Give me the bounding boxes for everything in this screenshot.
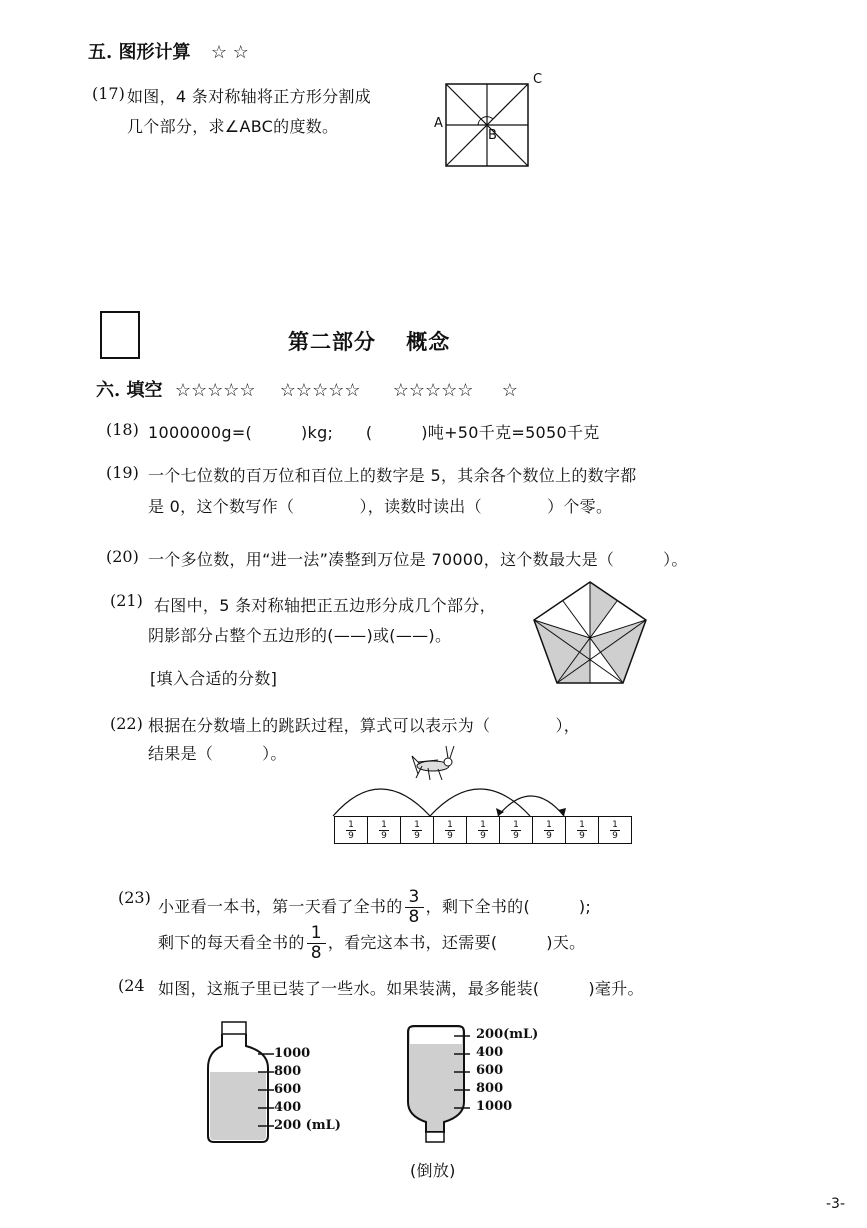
q22-line2: 结果是（ ）。 — [148, 744, 287, 763]
fraction-wall-cell — [368, 817, 401, 843]
cell-denominator: 9 — [447, 830, 453, 841]
fraction-wall-cell — [335, 817, 368, 843]
q17-line1: 如图，4 条对称轴将正方形分割成 — [127, 87, 372, 106]
q18-text: 1000000g=( )kg; ( )吨+50千克=5050千克 — [148, 423, 600, 442]
scale-label: 200 (mL) — [274, 1118, 341, 1133]
fraction-wall-cell — [401, 817, 434, 843]
cell-denominator: 9 — [579, 830, 585, 841]
q23-fraction-1 — [405, 888, 424, 927]
scale-label: 800 — [476, 1081, 504, 1096]
q23-frac1-numerator: 3 — [405, 888, 424, 908]
cell-numerator: 1 — [348, 819, 354, 830]
section-6-stars-3: ☆☆☆☆☆ — [392, 380, 474, 401]
q19-number: (19) — [106, 463, 139, 482]
section-6-title — [96, 376, 518, 402]
cell-denominator: 9 — [513, 830, 519, 841]
q17-number: (17) — [92, 84, 125, 103]
cell-numerator: 1 — [612, 819, 618, 830]
q23-line2 — [158, 924, 585, 963]
cell-denominator: 9 — [381, 830, 387, 841]
q22-line1: 根据在分数墙上的跳跃过程，算式可以表示为（ ）， — [148, 716, 581, 735]
section-6-stars-1: ☆☆☆☆☆ — [174, 380, 256, 401]
cell-numerator: 1 — [513, 819, 519, 830]
scale-label: 200(mL) — [476, 1027, 539, 1042]
cell-numerator: 1 — [381, 819, 387, 830]
q17-line2: 几个部分，求∠ABC的度数。 — [127, 117, 339, 136]
q22-number: (22) — [110, 714, 143, 733]
q19-line1: 一个七位数的百万位和百位上的数字是 5，其余各个数位上的数字都 — [148, 466, 637, 485]
q21-line2: 阴影部分占整个五边形的(——)或(——)。 — [148, 626, 452, 645]
q20-text: 一个多位数，用“进一法”凑整到万位是 70000，这个数最大是（ ）。 — [148, 550, 688, 569]
cell-denominator: 9 — [612, 830, 618, 841]
scale-label: 400 — [476, 1045, 504, 1060]
q17-label-b: B — [488, 128, 497, 143]
fraction-wall-cell — [500, 817, 533, 843]
section-5-stars: ☆ ☆ — [210, 42, 249, 63]
q17-label-a: A — [434, 116, 443, 131]
scale-label: 1000 — [274, 1046, 311, 1061]
inverted-caption: (倒放) — [410, 1161, 456, 1180]
section-5-title — [88, 38, 249, 64]
q23-frac2-denominator: 8 — [310, 943, 322, 963]
q21-note: [填入合适的分数] — [150, 669, 278, 688]
q24-text: 如图，这瓶子里已装了一些水。如果装满，最多能装( )毫升。 — [158, 979, 644, 998]
cell-numerator: 1 — [447, 819, 453, 830]
cell-numerator: 1 — [414, 819, 420, 830]
fraction-wall-cell — [467, 817, 500, 843]
fraction-wall-cell — [533, 817, 566, 843]
cell-denominator: 9 — [414, 830, 420, 841]
scale-label: 800 — [274, 1064, 302, 1079]
scale-label: 400 — [274, 1100, 302, 1115]
fraction-wall-cell — [566, 817, 599, 843]
q20-number: (20) — [106, 547, 139, 566]
section-6-stars-2: ☆☆☆☆☆ — [279, 380, 361, 401]
fraction-wall — [334, 816, 632, 844]
bottle-upright-figure — [200, 1018, 280, 1146]
q23-line2-b: ，看完这本书，还需要( )天。 — [327, 933, 586, 952]
q23-frac2-numerator: 1 — [307, 924, 326, 944]
cell-numerator: 1 — [546, 819, 552, 830]
cell-denominator: 9 — [480, 830, 486, 841]
fraction-wall-cell — [599, 817, 631, 843]
q24-number: (24 — [118, 976, 145, 995]
bottle-inverted-scale — [476, 1026, 538, 1116]
q23-number: (23) — [118, 888, 151, 907]
cell-numerator: 1 — [480, 819, 486, 830]
q23-line1 — [158, 888, 591, 927]
cell-numerator: 1 — [579, 819, 585, 830]
cell-denominator: 9 — [348, 830, 354, 841]
q23-line1-b: ，剩下全书的( ); — [425, 897, 592, 916]
q23-line2-a: 剩下的每天看全书的 — [158, 933, 305, 952]
jump-arcs — [330, 770, 640, 820]
scale-label: 1000 — [476, 1099, 513, 1114]
q21-line1: 右图中，5 条对称轴把正五边形分成几个部分， — [154, 596, 496, 615]
section-6-stars-4: ☆ — [501, 380, 518, 401]
cell-denominator: 9 — [546, 830, 552, 841]
q17-label-c: C — [533, 72, 543, 87]
scale-label: 600 — [476, 1063, 504, 1078]
bottle-inverted-figure — [400, 1020, 480, 1148]
section-5-title-text: 五. 图形计算 — [88, 42, 191, 63]
q21-number: (21) — [110, 591, 143, 610]
part-2-title: 第二部分 概念 — [288, 329, 451, 354]
fraction-wall-cell — [434, 817, 467, 843]
q19-line2: 是 0，这个数写作（ ），读数时读出（ ）个零。 — [148, 497, 613, 516]
q23-fraction-2 — [307, 924, 326, 963]
score-box — [100, 311, 140, 359]
q23-line1-a: 小亚看一本书，第一天看了全书的 — [158, 897, 403, 916]
q23-frac1-denominator: 8 — [408, 907, 420, 927]
bottle-upright-scale — [274, 1045, 341, 1135]
q21-pentagon-figure — [530, 578, 650, 690]
q18-number: (18) — [106, 420, 139, 439]
section-6-title-text: 六. 填空 — [96, 380, 163, 401]
scale-label: 600 — [274, 1082, 302, 1097]
page-number: -3- — [826, 1196, 846, 1212]
q17-square-figure — [440, 72, 550, 172]
